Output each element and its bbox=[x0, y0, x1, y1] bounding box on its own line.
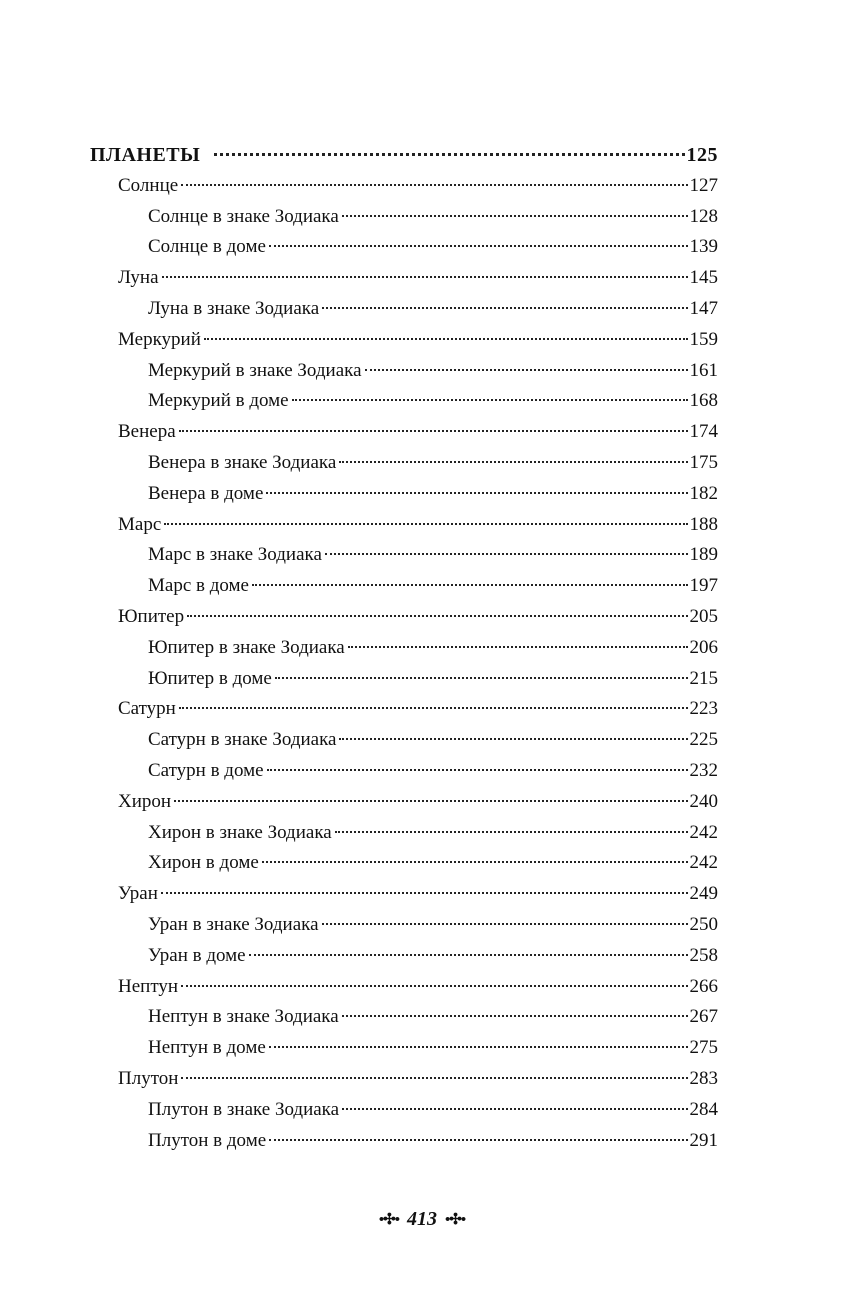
toc-subentry bbox=[90, 202, 718, 233]
toc-entry-title: Хирон в знаке Зодиака bbox=[148, 821, 332, 843]
dot-leader bbox=[204, 338, 688, 340]
toc-chapter-entry bbox=[90, 325, 718, 356]
toc-entry-title: Солнце в знаке Зодиака bbox=[148, 205, 339, 227]
toc-subentry bbox=[90, 848, 718, 879]
toc-page-number: 175 bbox=[689, 451, 718, 473]
toc-page-number: 258 bbox=[689, 944, 718, 966]
dot-leader bbox=[269, 245, 688, 247]
toc-entry-title: Нептун в знаке Зодиака bbox=[148, 1006, 339, 1028]
dot-leader bbox=[292, 399, 688, 401]
toc-page-number: 188 bbox=[689, 513, 718, 535]
toc-entry-title: Хирон в доме bbox=[148, 852, 259, 874]
toc-entry-title: Нептун bbox=[118, 975, 179, 997]
toc-page-number: 168 bbox=[689, 390, 718, 412]
toc-page-number: 125 bbox=[686, 144, 718, 166]
toc-subentry bbox=[90, 232, 718, 263]
toc-subentry bbox=[90, 448, 718, 479]
toc-entry-title: Уран bbox=[118, 883, 158, 905]
toc-subentry bbox=[90, 1033, 718, 1064]
toc-page-number: 139 bbox=[689, 236, 718, 258]
toc-page-number: 240 bbox=[689, 790, 718, 812]
dot-leader bbox=[275, 677, 688, 679]
toc-entry-title: ПЛАНЕТЫ bbox=[90, 144, 201, 166]
toc-entry-title: Луна bbox=[118, 267, 159, 289]
toc-entry-title: Марс в доме bbox=[148, 575, 249, 597]
toc-page-number: 249 bbox=[689, 883, 718, 905]
dot-leader bbox=[339, 461, 687, 463]
toc-page-number: 197 bbox=[689, 575, 718, 597]
toc-entry-title: Юпитер в доме bbox=[148, 667, 272, 689]
dot-leader bbox=[365, 369, 688, 371]
toc-section-heading bbox=[90, 140, 718, 171]
toc-subentry bbox=[90, 294, 718, 325]
toc-entry-title: Сатурн в знаке Зодиака bbox=[148, 729, 337, 751]
toc-entry-title: Плутон в знаке Зодиака bbox=[148, 1098, 340, 1120]
toc-subentry bbox=[90, 386, 718, 417]
toc-subentry bbox=[90, 818, 718, 849]
toc-entry-title: Плутон в доме bbox=[148, 1129, 267, 1151]
toc-subentry bbox=[90, 756, 718, 787]
toc-subentry bbox=[90, 664, 718, 695]
toc-page-number: 267 bbox=[689, 1006, 718, 1028]
toc-entry-title: Нептун в доме bbox=[148, 1037, 266, 1059]
toc-page-number: 145 bbox=[689, 267, 718, 289]
toc-subentry bbox=[90, 571, 718, 602]
toc-subentry bbox=[90, 910, 718, 941]
toc-page-number: 189 bbox=[689, 544, 718, 566]
toc-entry-title: Марс bbox=[118, 513, 162, 535]
dot-leader bbox=[181, 1077, 687, 1079]
dot-leader bbox=[252, 584, 688, 586]
toc-entry-title: Сатурн в доме bbox=[148, 759, 264, 781]
dot-leader bbox=[342, 1015, 688, 1017]
dot-leader bbox=[339, 738, 687, 740]
toc-subentry bbox=[90, 479, 718, 510]
toc-subentry bbox=[90, 1126, 718, 1157]
toc-chapter-entry bbox=[90, 787, 718, 818]
toc-entry-title: Венера в знаке Зодиака bbox=[148, 451, 337, 473]
toc-entry-title: Меркурий в доме bbox=[148, 390, 289, 412]
dot-leader bbox=[267, 769, 688, 771]
toc-chapter-entry bbox=[90, 694, 718, 725]
toc-entry-title: Меркурий bbox=[118, 328, 201, 350]
toc-subentry bbox=[90, 356, 718, 387]
toc-subentry bbox=[90, 633, 718, 664]
toc-page-number: 242 bbox=[689, 852, 718, 874]
toc-page-number: 206 bbox=[689, 636, 718, 658]
toc-page-number: 127 bbox=[689, 174, 718, 196]
toc-chapter-entry bbox=[90, 263, 718, 294]
toc-page-number: 250 bbox=[689, 913, 718, 935]
toc-page-number: 275 bbox=[689, 1037, 718, 1059]
toc-page-number: 128 bbox=[689, 205, 718, 227]
toc-page-number: 242 bbox=[689, 821, 718, 843]
toc-subentry bbox=[90, 540, 718, 571]
toc-page-number: 159 bbox=[689, 328, 718, 350]
toc-entry-title: Солнце в доме bbox=[148, 236, 266, 258]
toc-chapter-entry bbox=[90, 510, 718, 541]
dot-leader bbox=[269, 1046, 688, 1048]
dot-leader bbox=[269, 1139, 687, 1141]
ornament-right-icon: •✣• bbox=[445, 1212, 466, 1228]
toc-entry-title: Юпитер bbox=[118, 605, 185, 627]
toc-page-number: 291 bbox=[689, 1129, 718, 1151]
dot-leader bbox=[162, 276, 688, 278]
toc-entry-title: Луна в знаке Зодиака bbox=[148, 297, 320, 319]
dot-leader bbox=[322, 923, 688, 925]
toc-page-number: 182 bbox=[689, 482, 718, 504]
page-footer bbox=[0, 1208, 844, 1231]
toc-page-number: 161 bbox=[689, 359, 718, 381]
toc-chapter-entry bbox=[90, 972, 718, 1003]
toc-page-number: 284 bbox=[689, 1098, 718, 1120]
toc-page-number: 223 bbox=[689, 698, 718, 720]
dot-leader bbox=[325, 553, 688, 555]
dot-leader bbox=[348, 646, 688, 648]
ornament-left-icon: •✣• bbox=[378, 1212, 399, 1228]
toc-chapter-entry bbox=[90, 602, 718, 633]
toc-subentry bbox=[90, 725, 718, 756]
dot-leader bbox=[342, 215, 688, 217]
dot-leader bbox=[179, 707, 688, 709]
toc-entry-title: Венера в доме bbox=[148, 482, 264, 504]
table-of-contents bbox=[90, 140, 718, 1156]
toc-page-number: 266 bbox=[689, 975, 718, 997]
toc-entry-title: Плутон bbox=[118, 1067, 179, 1089]
dot-leader bbox=[187, 615, 687, 617]
dot-leader bbox=[322, 307, 687, 309]
toc-entry-title: Солнце bbox=[118, 174, 179, 196]
toc-chapter-entry bbox=[90, 171, 718, 202]
toc-page-number: 174 bbox=[689, 421, 718, 443]
dot-leader bbox=[179, 430, 688, 432]
toc-entry-title: Марс в знаке Зодиака bbox=[148, 544, 322, 566]
page-number: 413 bbox=[407, 1208, 437, 1230]
toc-entry-title: Уран в доме bbox=[148, 944, 246, 966]
dot-leader bbox=[161, 892, 688, 894]
toc-entry-title: Сатурн bbox=[118, 698, 176, 720]
toc-entry-title: Меркурий в знаке Зодиака bbox=[148, 359, 362, 381]
dot-leader bbox=[181, 184, 687, 186]
toc-page-number: 205 bbox=[689, 605, 718, 627]
toc-entry-title: Уран в знаке Зодиака bbox=[148, 913, 319, 935]
toc-page-number: 225 bbox=[689, 729, 718, 751]
dot-leader bbox=[342, 1108, 687, 1110]
toc-page-number: 147 bbox=[689, 297, 718, 319]
toc-chapter-entry bbox=[90, 417, 718, 448]
dot-leader bbox=[262, 861, 688, 863]
dot-leader bbox=[164, 523, 687, 525]
toc-entry-title: Венера bbox=[118, 421, 176, 443]
toc-chapter-entry bbox=[90, 1064, 718, 1095]
dot-leader bbox=[214, 153, 684, 156]
toc-entry-title: Хирон bbox=[118, 790, 172, 812]
dot-leader bbox=[181, 985, 687, 987]
toc-page-number: 283 bbox=[689, 1067, 718, 1089]
toc-subentry bbox=[90, 941, 718, 972]
dot-leader bbox=[335, 831, 688, 833]
dot-leader bbox=[174, 800, 687, 802]
dot-leader bbox=[249, 954, 688, 956]
toc-page-number: 232 bbox=[689, 759, 718, 781]
toc-subentry bbox=[90, 1002, 718, 1033]
dot-leader bbox=[266, 492, 687, 494]
toc-page-number: 215 bbox=[689, 667, 718, 689]
toc-entry-title: Юпитер в знаке Зодиака bbox=[148, 636, 345, 658]
toc-subentry bbox=[90, 1095, 718, 1126]
toc-chapter-entry bbox=[90, 879, 718, 910]
